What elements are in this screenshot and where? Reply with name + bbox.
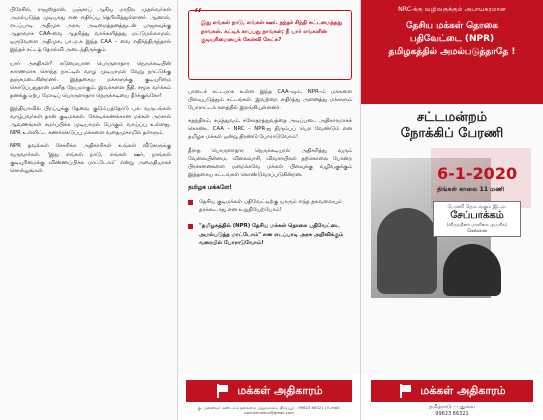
bullet-text: தேசிய குடிமக்கள் பதிவேட்டிற்கு யாரும் எந்த தகவலையும் தரக்கூடாது என உறுதியேற்போம்!	[199, 198, 342, 214]
quote-box	[188, 5, 352, 80]
venue-note: (விருந்தினர் மாளிகை அருகில்)	[446, 223, 508, 228]
org-name: மக்கள் அதிகாரம்	[237, 383, 323, 397]
org-region: தமிழ்நாடு – புதுவை	[429, 404, 475, 410]
right-footer	[361, 374, 543, 420]
org-name: மக்கள் அதிகாரம்	[420, 383, 506, 397]
headline-line-3: தமிழகத்தில் அமல்படுத்தாதே !	[388, 47, 516, 57]
middle-paragraph-3: தீராத பொருளாதார நெருக்கடியால் அதிகரித்து வரும் வேலையின்மை, விலைவாசி, விவசாயிகள் தற்கொலை போன்ற பிரச்சனைகளை மறைக்கவே மக்கள் பிளவுக்கு வழிவகுக்கும் இத்தகைய சட்டங்கள் கொண்டுவரப்படுகின்றன.	[188, 147, 352, 178]
rally-title-line-2: நோக்கிப் பேரணி	[400, 126, 504, 141]
police-helmet	[443, 244, 501, 296]
middle-body	[178, 80, 360, 247]
protester-figure	[377, 208, 437, 294]
bullet-square-icon	[188, 200, 193, 205]
middle-paragraph-1: பாடைச் சட்டமாக உள்ள இந்த CAA–வும், NPR–ம் மக்களை பிளவுபடுத்தும் சட்டங்கள். இவற்றை எதிர்த்து அனைத்து மக்களும் போராட்டக் களத்தில் இறங்கியுள்ளனர்.	[188, 89, 352, 112]
middle-footer	[178, 374, 360, 420]
left-paragraph-3: இந்தியாவில் பிறப்புக்கு தேவை குடும்பத்தோடு பல வருடங்கள் வாழ்பவர்கள் தான் குடிமக்கள். கோடிக்கணக்கான மக்கள் அரசால் ஆவணங்கள் சமர்ப்பிக்க முடியாமல் போகும் வாய்ப்பு உள்ளது. NPR உள்ளிட்ட கணக்கெடுப்பு மக்களை வதைமுகாமில் தள்ளும்.	[10, 106, 171, 137]
headline-line-1: தேசிய மக்கள் தொகை	[405, 21, 498, 31]
event-time: திங்கள் காலை 11 மணி	[437, 186, 505, 193]
headline-line-2: பதிவேட்டை (NPR)	[409, 34, 495, 44]
rally-title	[361, 110, 543, 142]
poster-art	[361, 148, 543, 306]
bullet-item	[188, 198, 352, 214]
bullet-square-icon	[188, 224, 193, 229]
event-date: 6-1-2020	[437, 164, 518, 183]
bullet-item	[188, 222, 352, 247]
right-panel	[361, 0, 543, 420]
flag-logo-icon	[215, 384, 231, 398]
headline-subtitle: NRC-க்கு வழிவகுக்கும் அபாயகரமான	[398, 6, 506, 13]
org-address: கு. முனைவர் மண்டலம் தலைமை அலுவலகம், திருப்பூர் - 99623 66321 | E-mail: ppchennaimu@gmail.com	[197, 405, 341, 415]
greeting: தமிழக மக்களே!	[188, 184, 232, 191]
bullet-text: "தமிழகத்தில் (NPR) தேசிய மக்கள் தொகை பதிவேட்டை அமல்படுத்த மாட்டோம்" என எடப்பாடி அரசு அறிவிக்கும் வரையில் போராடுவோம்!	[199, 223, 344, 246]
middle-paragraph-2: சுதந்திரம், சமத்துவம், சகோதரத்துவத்தை அடிப்படை அதிகாரமாகக் கொண்ட CAA – NRC – NPR-ஐ திரும்பப் பெற வேண்டும் என தமிழக மக்கள் ஒன்று திரண்டு போராடுவோம்!	[188, 118, 352, 141]
left-paragraph-2: யார் அகதிகள்? கடுமையான பொருளாதார நெருக்கடியின் காரணமாக சொந்த நாட்டில் வாழ முடியாமல் வேறு நாட்டுக்கு தஞ்சமடைகின்றனர். இத்தகைய மக்களுக்கு குடியுரிமை கொடுப்பதுதான் மனித நேயமாகும். இவர்களை நீதி, சமூக வர்க்கம் தனக்கு ஏற்ப மோடிப் பொருளாதார நெருக்கடியை தீர்க்குங்கோ!	[10, 60, 171, 99]
left-paragraph-4: NPR தவல்கள் சேகரிக்க அதிகாரிகள் உங்கள் வீடுகளுக்கு வருவார்கள். 'இது எங்கள் நாடு, எங்கள் ஊர், நாங்கள் குடியுரிமைக்கு விண்ணப்பிக்க மாட்டோம்' என்று அமைதியாகச் சொல்லுங்கள்.	[10, 143, 171, 174]
venue-label: பேரணி தொடங்கும் இடம்:	[447, 205, 507, 210]
flag-logo-icon	[398, 384, 414, 398]
venue-box	[433, 201, 521, 237]
venue-city: சென்னை	[466, 229, 488, 234]
rally-title-line-1: சட்டமன்றம்	[416, 110, 488, 125]
org-banner	[371, 380, 533, 402]
venue-name: சேப்பாக்கம்	[450, 210, 504, 221]
org-banner	[186, 380, 352, 402]
org-phone: 99623 66321	[435, 411, 469, 417]
left-paragraph-1: பிரேசில், ராஜஸ்தான், பஞ்சாப் ஆகிய மாநில முதல்வர்கள் அமல்படுத்த முடியாது என எதிர்ப்பு தெரிவித்துள்ளனர். ஆனால், எடப்பாடி அதிமுக அரசு, அடிமைத்தனத்துடன் பாஜகவுக்கு ஆதரவாக CAA-வை ஆதரித்து வாக்களித்தது மட்டுமல்லாமல், ஒருவேளை அதிமுக, பா.ம.க இந்த CAA – வை எதிர்த்திருந்தால் இந்தச் சட்டத் தோல்வி அடைந்திருக்கும்.	[10, 7, 171, 54]
headline-block	[361, 0, 543, 104]
quote-text: இது எங்கள் நாடு, எங்கள் ஊர். நந்தச் சிந்தி கட்டமைத்தது நாங்கள். கட்டிக் காப்பது நாங்கள்; நீ யார் எங்களின் குடியுரிமையைக் கேள்வி கேட்க?	[201, 20, 342, 43]
left-panel	[0, 0, 178, 420]
middle-panel	[178, 0, 361, 420]
org-contact	[369, 404, 535, 418]
quote-mark-icon: “	[193, 5, 203, 26]
